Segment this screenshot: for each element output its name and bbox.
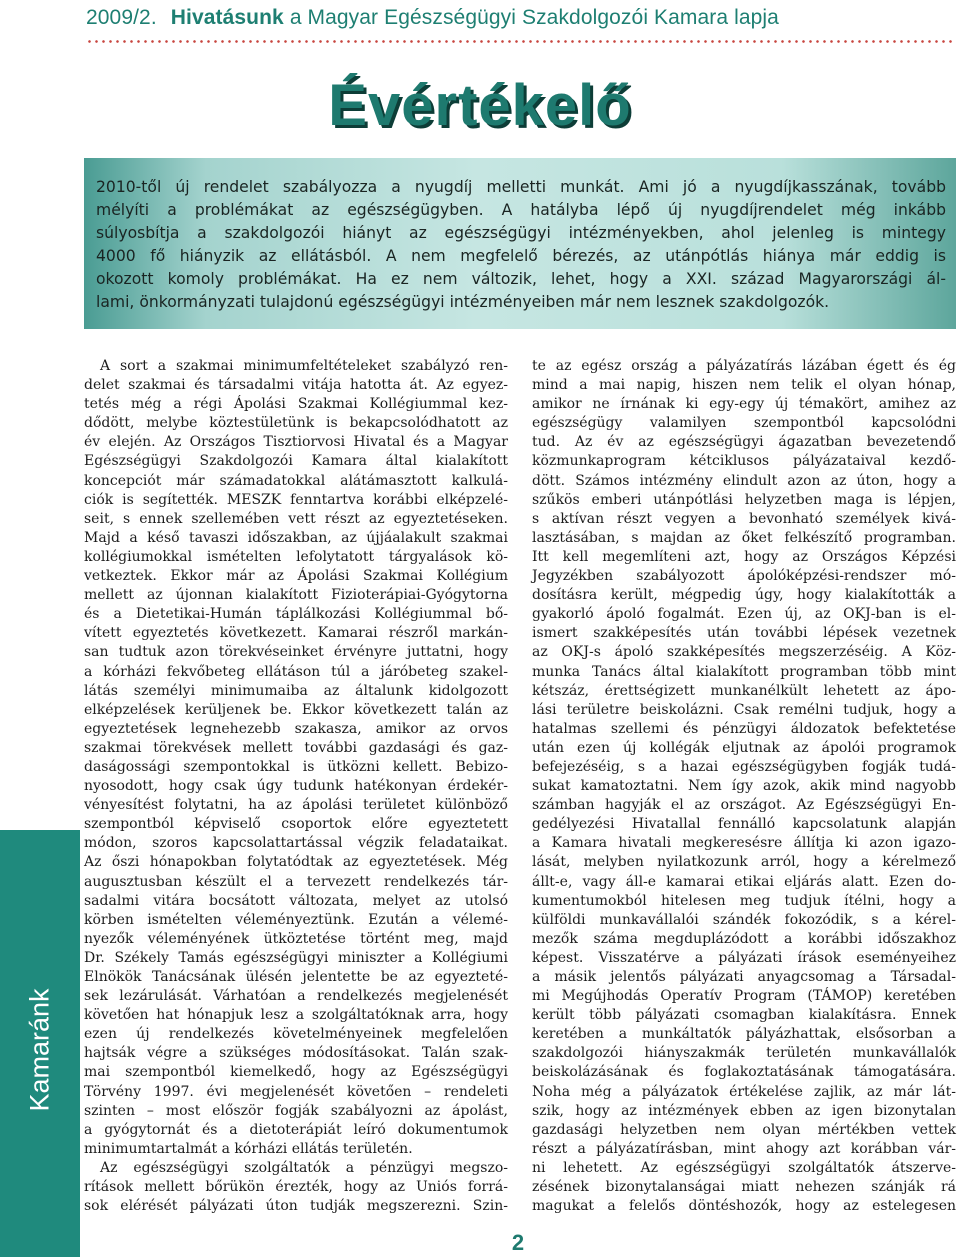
body-line: szik, hogy az intézmények ebben az igen bizonytalan	[532, 1102, 956, 1119]
body-line: Az egészségügyi szolgáltatók a pénzügyi megszo-	[100, 1159, 508, 1176]
body-line: dött. Számos intézmény elindult azon az úton, hogy a	[532, 472, 956, 489]
body-line: Törvény 1997. évi megjelenését követően – rendeleti	[84, 1083, 508, 1100]
body-line: számban hagyják el az országot. Az Egészségügyi En-	[532, 797, 956, 814]
section-side-tab	[0, 830, 80, 1257]
body-line: gyakorló ápoló fogalmát. Ezen új, az OKJ-ban is el-	[532, 606, 956, 623]
body-line: tud. Az év az egészségügyi ágazatban bevezetendő	[532, 434, 956, 451]
lead-line: súlyosbítja a szakdolgozói hiányt az egészségügyi intézményekben, ahol jelenleg is mintegy	[96, 224, 946, 242]
body-line: sek lezárulását. Várhatóan a rendelkezés megjelenését	[84, 988, 508, 1005]
body-line: a Kamara hivatali megkeresésre állítja ki azon igazo-	[532, 835, 956, 852]
body-line: lasztásában, s majdan az őket felkészítő programban.	[532, 529, 956, 546]
article-title: Évértékelő	[328, 73, 632, 138]
lead-line: mélyíti a problémákat az egészségügyben. A hatályba lépő új nyugdíjrendelet még inkább	[96, 201, 946, 219]
body-line: és a Dietetikai-Humán táplálkozási Kollégiummal bő-	[84, 606, 508, 623]
body-line: elképzelések kerüljenek be. Ekkor következett talán az	[84, 701, 508, 718]
body-line: mi Megújhodás Operatív Program (TÁMOP) keretében	[532, 988, 956, 1005]
body-line: ezen új rendelkezés követelményeinek megfelelően	[84, 1026, 508, 1043]
body-line: gazdasági helyzetben nem olyan mértékben vettek	[532, 1121, 956, 1138]
body-line: Noha még a pályázatok értékelése zajlik, az már lát-	[532, 1083, 956, 1100]
body-line: módon, szoros kapcsolattartással végzik feladataikat.	[84, 835, 508, 852]
body-line: Jegyzékben szabályozott ápolóképzési-rendszer mó-	[532, 568, 956, 585]
body-line: kumentumokból hitelesen meg tudjuk ítélni, hogy a	[532, 892, 956, 909]
body-line: nyosodott, hogy csak úgy tudunk hatékonyan érdekér-	[84, 778, 508, 795]
lead-line: 4000 fő hiányzik az ellátásból. A nem megfelelő bérezés, az utánpótlás hiánya már eddig is	[96, 247, 946, 265]
body-line: magukat a felelős döntéshozók, hogy az estelegesen	[532, 1198, 956, 1215]
body-line: szakmai törekvések mellett további gazdasági és gaz-	[84, 739, 508, 756]
body-line: egészségügy valamilyen szempontból kapcsolódni	[532, 415, 956, 432]
body-line: vényesítést folytatni, ha az ápolási területet különböző	[84, 797, 508, 814]
body-line: dődött, melybe köztestületünk is bekapcsolódhatott az	[84, 415, 508, 432]
body-line: amikor ne írnának ki egy-egy új témakört, amihez az	[532, 396, 956, 413]
body-line: zésének bizonytalanságai miatt nehezen szánják rá	[532, 1179, 956, 1196]
body-line: az OKJ-s ápoló szakképesítés megszerzéséig. A Köz-	[532, 644, 956, 661]
body-line: keretében a munkáltatók pályázhattak, elsősorban a	[532, 1026, 956, 1043]
body-line: a gyógytornát és a dietoterápiát leíró dokumentumok	[84, 1121, 508, 1138]
body-line: Egészségügyi Szakdolgozói Kamara által kialakított	[84, 453, 508, 470]
body-line: gedélyezési Hivatallal fennálló kapcsolatunk alapján	[532, 816, 956, 833]
body-line: ni lehetett. Az egészségügyi szolgáltatók átszerve-	[532, 1159, 956, 1176]
publication-subtitle: a Magyar Egészségügyi Szakdolgozói Kamara lapja	[289, 6, 779, 29]
body-line: Az őszi hónapokban folytatódtak az egyeztetések. Még	[84, 854, 508, 871]
body-line: s aktívan részt vegyen a bevonható személyek kivá-	[532, 510, 956, 527]
body-line: szinten – most először fogják szabályozni az ápolást,	[84, 1102, 508, 1119]
body-line: képest. Visszatérve a pályázati írások eseményeihez	[532, 949, 956, 966]
body-line: hatalmas szellemi és pénzügyi áldozatok befektetése	[532, 720, 956, 737]
body-line: Dr. Székely Tamás egészségügyi miniszter a Kollégiumi	[84, 949, 508, 966]
body-line: állt-e, vagy áll-e kamarai etikai eljárás alatt. Ezen do-	[532, 873, 956, 890]
body-line: a másik jelentős pályázati anyagcsomag a Társadal-	[532, 969, 956, 985]
body-line: rítások mellett bőrükön érezték, hogy az Uniós forrá-	[84, 1179, 508, 1196]
body-line: után ezen új kollégák eljutnak az ápolói programok	[532, 739, 956, 756]
body-line: látás személyi minimumaiba az általunk kidolgozott	[84, 682, 508, 699]
body-line: év elején. Az Országos Tisztiorvosi Hivatal és a Magyar	[84, 434, 508, 451]
body-line: seit, s ennek szellemében vett részt az egyeztetéseken.	[84, 510, 508, 527]
body-line: körben ismételten véleményeztünk. Ezután a vélemé-	[84, 911, 508, 928]
lead-line: okozott komoly problémákat. Ha ez nem változik, lehet, hogy a XXI. század Magyarországi ál-	[96, 270, 946, 288]
body-line: ismert szakképesítés után további lépések vezetnek	[532, 625, 956, 642]
body-line: san tudtuk azon törekvéseinket érvényre juttatni, hogy	[84, 644, 508, 661]
body-line: tetés még a régi Ápolási Szakmai Kollégiummal kez-	[84, 396, 508, 413]
body-line: a kórházi fekvőbeteg ellátáson túl a járóbeteg szakel-	[84, 663, 508, 680]
body-line: daságossági szempontokkal is ütközni kellett. Bebizo-	[84, 758, 508, 775]
body-line: ciók is segítették. MESZK fenntartva korábbi elképzelé-	[84, 491, 508, 508]
body-line: minimumtartalmát a kórházi ellátás területén.	[84, 1140, 413, 1157]
body-line: vített egyeztetés következett. Kamarai részről markán-	[84, 625, 508, 642]
body-line: Itt kell megemlíteni azt, hogy az Országos Képzési	[532, 548, 956, 565]
body-line: nyezők véleményének ütköztetése történt meg, majd	[84, 930, 508, 947]
publication-brand: Hivatásunk	[170, 6, 284, 29]
body-line: sadalmi vitára bocsátott változata, melyet az utolsó	[84, 892, 508, 909]
lead-line: lami, önkormányzati tulajdonú egészségügyi intézményeiben már nem lesznek szakdolgozók.	[96, 293, 830, 311]
body-line: dosításra került, mégpedig úgy, hogy kialakították a	[532, 587, 956, 604]
body-line: szakdolgozói hiányszakmák területén munkavállalók	[532, 1045, 956, 1062]
body-line: vetkeztek. Ekkor már az Ápolási Szakmai Kollégium	[84, 568, 508, 585]
body-column-right	[532, 357, 956, 1216]
body-line: augusztusban készült el a tervezett rendelkezés tár-	[84, 873, 508, 890]
page-number: 2	[511, 1230, 525, 1255]
body-line: beiskolázásának és foglakoztatásának támogatására.	[532, 1064, 956, 1081]
lead-paragraph	[96, 176, 946, 314]
lead-line: 2010-től új rendelet szabályozza a nyugdíj melletti munkát. Ami jó a nyugdíjkasszának, tovább	[96, 178, 946, 196]
body-column-left	[84, 357, 508, 1216]
body-line: munka Tanács által kialakított programban több mint	[532, 663, 956, 680]
body-line: befejezéséig, s a hazai egészségügyben fogják tudá-	[532, 758, 956, 775]
body-line: te az egész ország a pályázatírás lázában égett és ég	[532, 358, 956, 374]
section-label: Kamaránk	[24, 988, 55, 1112]
running-header	[86, 6, 960, 30]
body-line: A sort a szakmai minimumfeltételeket szabályzó ren-	[100, 358, 508, 374]
body-line: mind a mai napig, hiszen nem telik el olyan hónap,	[532, 377, 956, 394]
body-line: követően hat hónapjuk lesz a szolgáltatóknak arra, hogy	[84, 1007, 508, 1024]
body-line: külföldi munkavállalói szándék fokozódik, s a kérel-	[532, 911, 956, 928]
body-line: szempontból képviselő csoportok előre egyeztetett	[84, 816, 508, 833]
body-line: sukat kamatoztatni. Nem így azok, akik mind nagyobb	[532, 778, 956, 795]
body-line: koncepciót már számadatokkal alátámasztott kalkulá-	[84, 472, 508, 489]
body-line: kollégiumokkal ismételten lefolytatott tárgyalások kö-	[84, 548, 508, 565]
body-line: közmunkaprogram kétciklusos pályázataival kezdő-	[532, 453, 956, 470]
body-line: hajtsák végre a szükséges módosításokat. Talán szak-	[84, 1045, 508, 1062]
body-line: mellett az újonnan kialakított Fizioterápiai-Gyógytorna	[84, 587, 508, 604]
body-line: mai szempontból kiemelkedő, hogy az Egészségügyi	[84, 1064, 508, 1081]
body-line: delet szakmai és társadalmi vitája hatotta át. Az egyez-	[84, 377, 508, 394]
body-line: Elnökök Tanácsának ülésén jelentette be az egyezteté-	[84, 969, 508, 985]
dotted-rule	[86, 40, 952, 43]
body-line: sok elérését pályázati úton tudják megszerezni. Szin-	[84, 1198, 508, 1215]
body-line: lását, melyben nyilatkozunk arról, hogy a kérelmező	[532, 854, 956, 871]
body-line: lási területre beiskolázni. Csak remélni tudjuk, hogy a	[532, 701, 956, 718]
body-line: szűkös emberi utánpótlási helyzetben maga is lépjen,	[532, 491, 956, 508]
issue-number: 2009/2.	[86, 6, 157, 29]
body-line: mezők száma megduplázódott a korábbi időszakhoz	[532, 930, 956, 947]
body-line: egyeztetések legnehezebb szakasza, amikor az orvos	[84, 720, 508, 737]
body-line: részt a pályázatírásban, mint ahogy azt korábban vár-	[532, 1140, 956, 1157]
body-line: került több pályázati csomagban kialakításra. Ennek	[532, 1007, 956, 1024]
body-line: Majd a késő tavaszi időszakban, az újjáalakult szakmai	[84, 529, 508, 546]
body-line: kétszáz, érettségizett munkanélkült lehetett az ápo-	[532, 682, 956, 699]
